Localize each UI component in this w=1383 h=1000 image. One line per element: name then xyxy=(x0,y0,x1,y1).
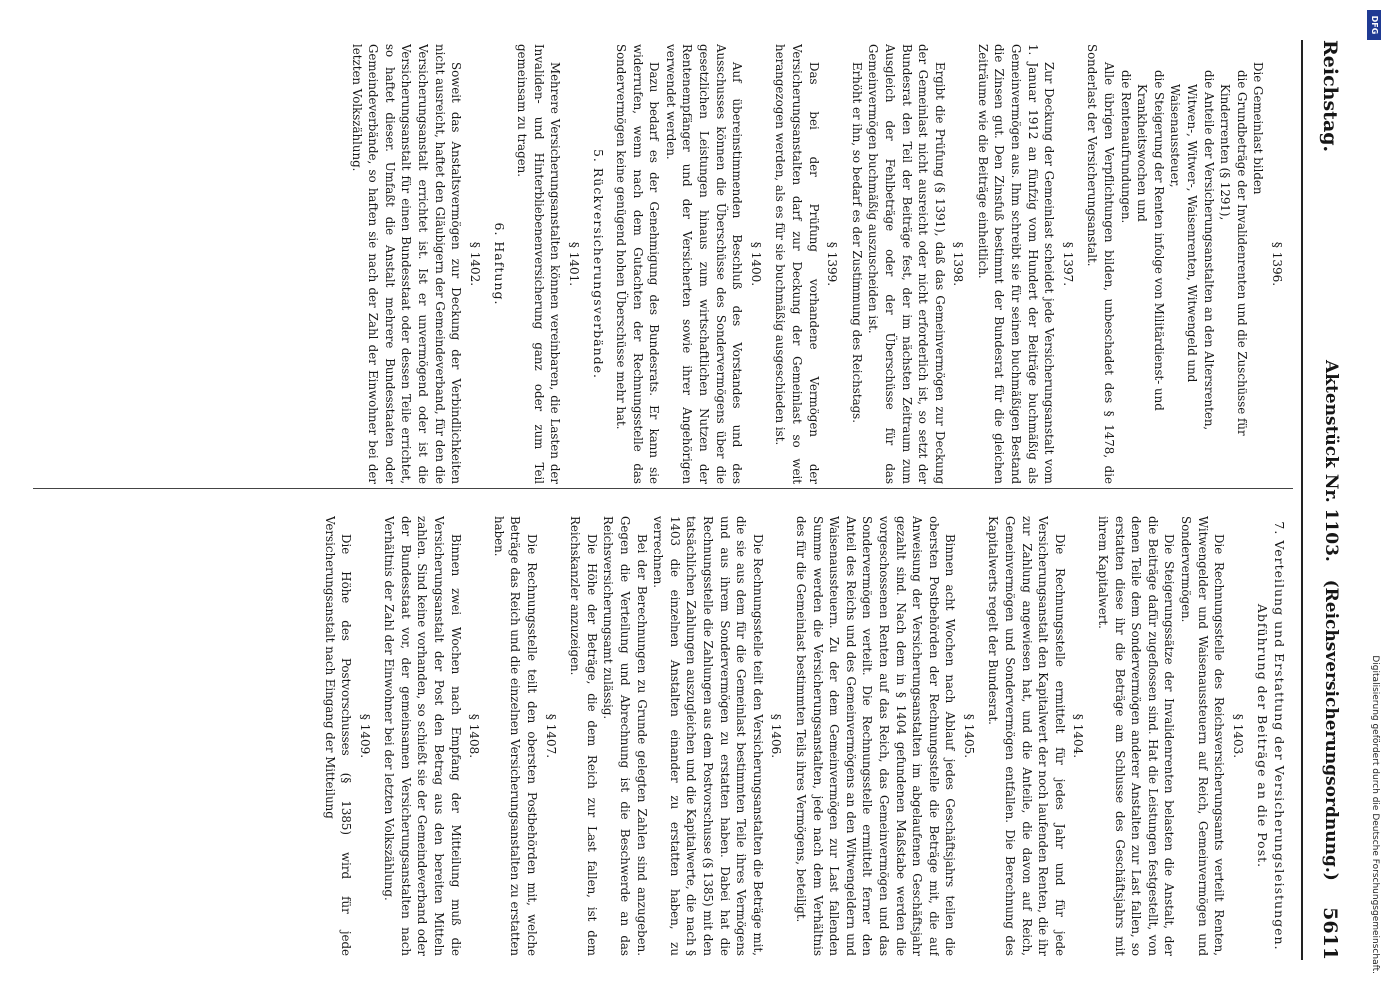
header-rule xyxy=(1301,40,1303,960)
paragraph: Binnen acht Wochen nach Ablauf jedes Geschäftsjahrs teilen die obersten Postbehörden der Rechnungsstelle die Beträge mit, die auf Anweisung der Versicherungsanstalten im abgelaufenen Geschäftsjahr gezahlt sind. Nach dem in § 1404 gefundenen Maßstabe werden die vorgeschossenen Renten auf das Reich, das Gemeinvermögen und das Sondervermögen verteilt. Die Rechnungsstelle ermittelt ferner den Anteil des Reichs und des Gemeinvermögens an den Witwengeldern und Waisenaussteuern. Zu der dem Gemeinvermögen zur Last fallenden Summe werden die Versicherungsanstalten, jede nach dem Verhältnis des für die Gemeinlast bestimmten Teils ihres Vermögens, beteiligt. xyxy=(793,516,958,956)
list-item: die Anteile der Versicherungsanstalten an den Altersrenten, Witwen-, Witwer-, Waisenrenten, Witwengeld und Waisenaussteuer, xyxy=(1168,70,1216,431)
paragraph: Die Höhe des Postvorschusses (§ 1385) wird für jede Versicherungsanstalt nach Eingang der Mitteilung xyxy=(322,516,354,956)
section-title: § 1402. xyxy=(467,241,482,287)
paragraph: Auf übereinstimmenden Beschluß des Vorstandes und des Ausschusses können die Überschüsse des Sondervermögens über die gesetzlichen Leistungen hinaus zum wirtschaftlichen Nutzen der Rentenempfänger und der Versicherten sowie ihrer Angehörigen verwendet werden. xyxy=(663,44,745,484)
chapter-title: 6. Haftung. xyxy=(492,222,508,306)
section-title: § 1408. xyxy=(467,713,482,759)
section-title: § 1401. xyxy=(566,241,581,287)
section-title: § 1403. xyxy=(1230,713,1245,759)
list-item: die Rentenaufrundungen. xyxy=(1118,70,1133,224)
paragraph: Die Rechnungsstelle teilt den obersten Postbehörden mit, welche Beträge das Reich und die einzelnen Versicherungsanstalten zu erstatten haben. xyxy=(491,516,540,956)
section-title: § 1399. xyxy=(825,241,840,287)
chapter-title: 7. Verteilung und Erstattung der Versicherungsleistungen. Abführung der Beiträge an die Post. xyxy=(1255,521,1287,951)
digitization-note-text: Digitalisierung gefördert durch die Deutsche Forschungsgemeinschaft. xyxy=(1370,655,1380,974)
section-title: § 1406. xyxy=(769,713,784,759)
paragraph: Die Höhe der Beträge, die dem Reich zur Last fallen, ist dem Reichskanzler anzuzeigen. xyxy=(568,516,599,956)
section-title: § 1407. xyxy=(543,713,558,759)
paragraph: Mehrere Versicherungsanstalten können vereinbaren, die Lasten der Invaliden- und Hinterbliebenenversicherung ganz oder zum Teil gemeinsam zu tragen. xyxy=(515,44,563,484)
dfg-logo-text: DFG xyxy=(1370,15,1379,35)
list-item: die Steigerung der Renten infolge von Militärdienst- und Krankheitswochen und xyxy=(1135,70,1166,411)
header-left: Reichstag. xyxy=(1319,40,1341,153)
paragraph: Die Rechnungsstelle ermittelt für jedes Jahr und für jede Versicherungsanstalt den Kapitalwert der noch laufenden Renten, die ihr zur Zahlung angewiesen hat, und die Anteile, die davon auf Reich, Gemeinvermögen und Sondervermögen entfallen. Die Berechnung des Kapitalwerts regelt der Bundesrat. xyxy=(986,516,1067,956)
left-column xyxy=(33,44,1293,484)
section-title: § 1398. xyxy=(951,241,966,287)
document-subject: (Reichsversicherungsordnung.) xyxy=(1321,579,1341,881)
section-title: § 1400. xyxy=(748,241,763,287)
paragraph: Erhöht er ihn, so bedarf es der Zustimmung des Reichstags. xyxy=(849,62,864,423)
section-title: § 1405. xyxy=(961,713,976,759)
document-number: Aktenstück Nr. 1103. xyxy=(1321,360,1341,562)
paragraph: Ergibt die Prüfung (§ 1391), daß das Gemeinvermögen zur Deckung der Gemeinlast nicht ausreicht oder nicht erforderlich ist, so setzt der Bundesrat den Teil der Beiträge fest, der im nächsten Zeitraum zum Ausgleich der Fehlbeträge oder der Überschüsse für das Gemeinvermögen buchmäßig auszuscheiden ist. xyxy=(866,44,947,484)
paragraph: Bei der Berechnungen zu Grunde gelegten Zahlen sind anzugeben. Gegen die Verteilung und Abrechnung ist die Beschwerde an das Reichsversicherungsamt zulässig. xyxy=(601,516,649,956)
section-title: § 1409. xyxy=(357,713,372,759)
section-title: § 1396. xyxy=(1270,241,1284,287)
right-column xyxy=(33,516,1293,956)
page-number: 5611 xyxy=(1319,907,1341,960)
paragraph: Die Gemeinlast bilden xyxy=(1251,62,1266,195)
chapter-title: 5. Rückversicherungsverbände. xyxy=(591,148,607,380)
column-divider xyxy=(33,488,1293,489)
list-item: die Grundbeträge der Invalidenrenten und die Zuschüsse für Kinderrenten (§ 1291), xyxy=(1218,70,1249,436)
section-title: § 1397. xyxy=(1060,241,1075,287)
header-center xyxy=(1305,360,1341,881)
paragraph: Soweit das Anstaltsvermögen zur Deckung der Verbindlichkeiten nicht ausreicht, haftet den Gläubigern der Gemeindeverband, für den die Versicherungsanstalt errichtet ist. Ist er unvermögend oder ist die Versicherungsanstalt für einen Bundesstaat oder dessen Teile errichtet, so haftet dieser. Umfaßt die Anstalt mehrere Bundesstaaten oder Gemeindeverbände, so haften sie nach der Zahl der Einwohner bei der letzten Volkszählung. xyxy=(349,44,464,484)
paragraph: Die Rechnungsstelle teilt den Versicherungsanstalten die Beträge mit, die sie aus dem für die Gemeinlast bestimmten Teile ihres Vermögens und aus ihrem Sondervermögen zu erstatten haben. Dabei hat die Rechnungsstelle die Zahlungen aus dem Postvorschusse (§ 1385) mit den tatsächlichen Zahlungen auszugleichen und die Kapitalwerte, die nach § 1403 die einzelnen Anstalten einander zu erstatten haben, zu verrechnen. xyxy=(651,516,765,956)
paragraph: Das bei der Prüfung vorhandene Vermögen der Versicherungsanstalten darf zur Deckung der Gemeinlast so weit herangezogen werden, als es für sie buchmäßig ausgeschieden ist. xyxy=(773,44,821,484)
section-title: § 1404. xyxy=(1071,713,1086,759)
paragraph: Zur Deckung der Gemeinlast scheidet jede Versicherungsanstalt vom 1. Januar 1912 an fünfzig vom Hundert der Beiträge buchmäßig als Gemeinvermögen aus. Ihm schreibt sie für seinen buchmäßigen Bestand die Zinsen gut. Den Zinsfuß bestimmt der Bundesrat für die gleichen Zeiträume wie die Beiträge einheitlich. xyxy=(975,44,1057,484)
paragraph: Dazu bedarf es der Genehmigung des Bundesrats. Er kann sie widerrufen, wenn nach dem Gutachten der Rechnungsstelle das Sondervermögen keine genügend hohen Überschüsse mehr hat. xyxy=(614,44,662,484)
digitization-note xyxy=(1366,14,1380,974)
paragraph: Binnen zwei Wochen nach Empfang der Mitteilung muß die Versicherungsanstalt der Post den Betrag aus den bereiten Mitteln zahlen. Sind keine vorhanden, so schießt sie der Gemeindeverband oder der Bundesstaat vor, der gemeinsamen Versicherungsanstalten nach Verhältnis der Zahl der Einwohner bei der letzten Volkszählung. xyxy=(382,516,463,956)
paragraph: Die Steigerungssätze der Invalidenrenten belasten die Anstalt, der die Beiträge dafür zugeflossen sind. Hat die Leistungen festgestellt, von denen Teile dem Sondervermögen anderer Anstalten zur Last fallen, so erstatten diese ihr die Beträge am Schlusse des Geschäftsjahrs mit ihrem Kapitalwert. xyxy=(1096,516,1177,956)
paragraph: Die Rechnungsstelle des Reichsversicherungsamts verteilt Renten, Witwengelder und Waisenaussteuern auf Reich, Gemeinvermögen und Sondervermögen. xyxy=(1179,516,1227,956)
paragraph: Alle übrigen Verpflichtungen bilden, unbeschadet des § 1478, die Sonderlast der Versicherungsanstalt. xyxy=(1085,44,1117,484)
